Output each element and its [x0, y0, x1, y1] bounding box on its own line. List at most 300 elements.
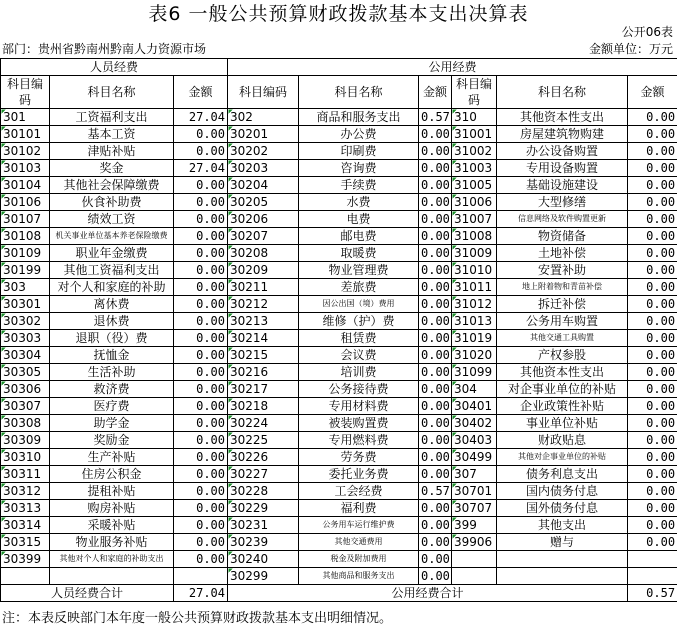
subject-name: 会议费: [299, 347, 419, 364]
subject-name: 电费: [299, 211, 419, 228]
table-row: [1, 466, 677, 483]
subject-name: 生活补助: [50, 364, 174, 381]
subject-code: 30231: [228, 517, 299, 534]
subject-name: 地上附着物和青苗补偿: [497, 279, 628, 296]
amount-value: 0.00: [628, 483, 677, 500]
subject-name: 咨询费: [299, 160, 419, 177]
footnote: 注：本表反映部门本年度一般公共预算财政拨款基本支出明细情况。: [2, 611, 393, 626]
subject-code: 30229: [228, 500, 299, 517]
amount-value: 0.00: [628, 194, 677, 211]
subject-name: 税金及附加费用: [299, 551, 419, 568]
amount-value: 0.00: [419, 449, 452, 466]
subject-name: 大型修缮: [497, 194, 628, 211]
subject-code: 30216: [228, 364, 299, 381]
name-header: 科目名称: [497, 76, 628, 109]
amount-value: 0.00: [628, 534, 677, 551]
subject-name: [497, 568, 628, 585]
subject-code: 307: [452, 466, 497, 483]
table-row: [1, 483, 677, 500]
amount-value: 0.00: [174, 194, 228, 211]
subject-code: 30707: [452, 500, 497, 517]
amount-value: 0.00: [419, 245, 452, 262]
amount-value: 0.00: [174, 381, 228, 398]
subject-code: 30303: [1, 330, 50, 347]
table-row: [1, 551, 677, 568]
table-row: [1, 126, 677, 143]
amount-value: 0.00: [628, 500, 677, 517]
subject-name: 生产补贴: [50, 449, 174, 466]
subject-name: 助学金: [50, 415, 174, 432]
amount-value: 0.00: [419, 313, 452, 330]
amount-value: 0.00: [628, 143, 677, 160]
subject-name: 机关事业单位基本养老保险缴费: [50, 228, 174, 245]
subject-code: 30201: [228, 126, 299, 143]
amount-value: 0.00: [174, 466, 228, 483]
amount-value: 0.00: [174, 228, 228, 245]
amount-value: 0.00: [419, 330, 452, 347]
table-row: [1, 313, 677, 330]
subject-code: 399: [452, 517, 497, 534]
subject-code: 30104: [1, 177, 50, 194]
subject-name: 房屋建筑物购建: [497, 126, 628, 143]
subject-name: 被装购置费: [299, 415, 419, 432]
code-header: 科目编码: [228, 76, 299, 109]
subject-name: 办公设备购置: [497, 143, 628, 160]
name-header: 科目名称: [299, 76, 419, 109]
subject-name: 其他交通费用: [299, 534, 419, 551]
public-total-label: 公用经费合计: [228, 585, 628, 602]
subject-code: 302: [228, 109, 299, 126]
amount-value: 0.00: [628, 398, 677, 415]
amount-value: 0.00: [419, 211, 452, 228]
table-row: [1, 296, 677, 313]
table-row: [1, 568, 677, 585]
subject-code: 30403: [452, 432, 497, 449]
amount-value: 27.04: [174, 160, 228, 177]
amount-value: 0.00: [174, 415, 228, 432]
amount-value: 0.00: [419, 364, 452, 381]
subject-code: 31006: [452, 194, 497, 211]
subject-name: 绩效工资: [50, 211, 174, 228]
amount-value: 0.00: [174, 177, 228, 194]
subject-code: 303: [1, 279, 50, 296]
subject-code: 31009: [452, 245, 497, 262]
subject-code: 30209: [228, 262, 299, 279]
amount-value: 0.00: [419, 517, 452, 534]
subject-code: 30217: [228, 381, 299, 398]
subject-code: 30225: [228, 432, 299, 449]
amount-value: 0.00: [419, 466, 452, 483]
subject-code: 310: [452, 109, 497, 126]
subject-code: 30215: [228, 347, 299, 364]
subject-code: 30214: [228, 330, 299, 347]
table-row: [1, 330, 677, 347]
amount-value: 0.00: [419, 194, 452, 211]
table-row: [1, 415, 677, 432]
subject-name: 公务用车运行维护费: [299, 517, 419, 534]
amount-value: 0.00: [419, 534, 452, 551]
amount-value: 0.00: [419, 381, 452, 398]
table-row: [1, 398, 677, 415]
amount-value: 0.00: [174, 143, 228, 160]
amount-unit-label: 金额单位：万元: [588, 42, 673, 56]
amount-value: 0.00: [628, 364, 677, 381]
subject-name: 土地补偿: [497, 245, 628, 262]
subject-name: 企业政策性补贴: [497, 398, 628, 415]
subject-name: 住房公积金: [50, 466, 174, 483]
subject-name: 伙食补助费: [50, 194, 174, 211]
subject-code: 30227: [228, 466, 299, 483]
subject-code: 30102: [1, 143, 50, 160]
subject-name: 维修（护）费: [299, 313, 419, 330]
subject-code: 30101: [1, 126, 50, 143]
amount-value: 0.00: [419, 432, 452, 449]
table-row: [1, 381, 677, 398]
subject-name: 对个人和家庭的补助: [50, 279, 174, 296]
amount-value: 0.00: [174, 364, 228, 381]
amount-value: 0.00: [419, 279, 452, 296]
subject-name: 国外债务付息: [497, 500, 628, 517]
subject-code: 30106: [1, 194, 50, 211]
amount-header: 金额: [174, 76, 228, 109]
subject-code: 30399: [1, 551, 50, 568]
table-row: [1, 228, 677, 245]
amount-value: 0.00: [174, 483, 228, 500]
subject-code: 30109: [1, 245, 50, 262]
subject-code: 31020: [452, 347, 497, 364]
personnel-total-amount: 27.04: [174, 585, 228, 602]
subject-name: 信息网络及软件购置更新: [497, 211, 628, 228]
subject-name: 其他商品和服务支出: [299, 568, 419, 585]
code-header: 科目编码: [1, 76, 50, 109]
subject-name: 其他社会保障缴费: [50, 177, 174, 194]
table-row: [1, 517, 677, 534]
amount-value: 0.00: [628, 262, 677, 279]
subject-code: 30208: [228, 245, 299, 262]
subject-code: 31013: [452, 313, 497, 330]
subject-name: 物业服务补贴: [50, 534, 174, 551]
subject-code: 30299: [228, 568, 299, 585]
amount-value: 0.00: [628, 160, 677, 177]
subject-name: 提租补贴: [50, 483, 174, 500]
subject-name: 奖金: [50, 160, 174, 177]
subject-name: 公务用车购置: [497, 313, 628, 330]
subject-name: 培训费: [299, 364, 419, 381]
subject-name: 工资福利支出: [50, 109, 174, 126]
amount-value: [628, 568, 677, 585]
amount-value: 0.00: [628, 211, 677, 228]
subject-code: 301: [1, 109, 50, 126]
amount-value: 0.00: [174, 313, 228, 330]
subject-code: 30108: [1, 228, 50, 245]
amount-value: 0.00: [174, 347, 228, 364]
amount-value: 0.00: [174, 517, 228, 534]
subject-name: 国内债务付息: [497, 483, 628, 500]
subject-name: 债务利息支出: [497, 466, 628, 483]
subject-code: 31099: [452, 364, 497, 381]
subject-name: 专用材料费: [299, 398, 419, 415]
amount-value: 0.00: [628, 415, 677, 432]
subject-code: 30307: [1, 398, 50, 415]
subject-code: 30202: [228, 143, 299, 160]
subject-name: 商品和服务支出: [299, 109, 419, 126]
subject-name: 差旅费: [299, 279, 419, 296]
subject-name: 职业年金缴费: [50, 245, 174, 262]
subject-code: 31005: [452, 177, 497, 194]
subject-code: [452, 568, 497, 585]
subject-name: 对企事业单位的补贴: [497, 381, 628, 398]
subject-code: 39906: [452, 534, 497, 551]
table-row: [1, 262, 677, 279]
amount-value: 0.00: [628, 517, 677, 534]
subject-name: 劳务费: [299, 449, 419, 466]
table-row: [1, 364, 677, 381]
subject-name: 福利费: [299, 500, 419, 517]
subject-code: 30301: [1, 296, 50, 313]
subject-code: 30313: [1, 500, 50, 517]
amount-value: 0.00: [419, 262, 452, 279]
subject-code: 31011: [452, 279, 497, 296]
expenditure-table: [0, 58, 677, 602]
public-total-amount: 0.57: [628, 585, 677, 602]
subject-name: 其他对个人和家庭的补助支出: [50, 551, 174, 568]
amount-value: 0.00: [419, 296, 452, 313]
subject-code: 31019: [452, 330, 497, 347]
table-row: [1, 534, 677, 551]
subject-code: 30213: [228, 313, 299, 330]
subject-code: 30305: [1, 364, 50, 381]
department-label: 部门：贵州省黔南州黔南人力资源市场: [2, 42, 207, 56]
personnel-total-label: 人员经费合计: [1, 585, 174, 602]
subject-name: 办公费: [299, 126, 419, 143]
subject-code: 31010: [452, 262, 497, 279]
table-row: [1, 279, 677, 296]
subject-name: 租赁费: [299, 330, 419, 347]
subject-name: [497, 551, 628, 568]
subject-name: 其他工资福利支出: [50, 262, 174, 279]
subject-code: 30240: [228, 551, 299, 568]
amount-value: 0.00: [419, 347, 452, 364]
amount-value: 0.00: [628, 228, 677, 245]
subject-name: 手续费: [299, 177, 419, 194]
amount-value: 0.00: [628, 347, 677, 364]
amount-value: 0.00: [174, 126, 228, 143]
subject-name: 邮电费: [299, 228, 419, 245]
subject-name: 委托业务费: [299, 466, 419, 483]
table-row: [1, 500, 677, 517]
subject-code: 31008: [452, 228, 497, 245]
subject-code: 31001: [452, 126, 497, 143]
subject-name: 物业管理费: [299, 262, 419, 279]
table-row: [1, 347, 677, 364]
amount-value: 0.00: [419, 228, 452, 245]
subject-code: 30203: [228, 160, 299, 177]
subject-code: [1, 568, 50, 585]
amount-value: 0.00: [174, 534, 228, 551]
subject-name: 基本工资: [50, 126, 174, 143]
amount-value: 0.00: [174, 262, 228, 279]
amount-value: 0.00: [174, 279, 228, 296]
subject-name: 其他支出: [497, 517, 628, 534]
subject-name: 产权参股: [497, 347, 628, 364]
totals-row: [1, 585, 677, 602]
amount-value: 0.57: [419, 483, 452, 500]
subject-name: 工会经费: [299, 483, 419, 500]
table-row: [1, 143, 677, 160]
subject-code: 30199: [1, 262, 50, 279]
amount-header: 金额: [628, 76, 677, 109]
amount-value: 0.00: [628, 279, 677, 296]
subject-name: 医疗费: [50, 398, 174, 415]
subject-code: 30226: [228, 449, 299, 466]
subject-name: 赠与: [497, 534, 628, 551]
subject-name: 取暖费: [299, 245, 419, 262]
subject-name: 因公出国（境）费用: [299, 296, 419, 313]
amount-value: 0.00: [174, 211, 228, 228]
form-number: 公开06表: [621, 25, 673, 39]
subject-code: 30304: [1, 347, 50, 364]
amount-value: 0.00: [628, 109, 677, 126]
subject-code: 30315: [1, 534, 50, 551]
subject-code: 30218: [228, 398, 299, 415]
amount-value: 0.00: [628, 296, 677, 313]
amount-value: 0.00: [419, 568, 452, 585]
table-row: [1, 432, 677, 449]
amount-value: 0.00: [419, 126, 452, 143]
table-row: [1, 109, 677, 126]
table-row: [1, 160, 677, 177]
subject-name: 其他资本性支出: [497, 109, 628, 126]
subject-name: 物资储备: [497, 228, 628, 245]
amount-value: 0.00: [419, 143, 452, 160]
subject-code: 30204: [228, 177, 299, 194]
subject-name: 退休费: [50, 313, 174, 330]
subject-code: 30211: [228, 279, 299, 296]
subject-name: 离休费: [50, 296, 174, 313]
amount-value: 0.00: [174, 500, 228, 517]
subject-name: 其他交通工具购置: [497, 330, 628, 347]
table-row: [1, 194, 677, 211]
subject-code: [452, 551, 497, 568]
subject-code: 30314: [1, 517, 50, 534]
amount-value: 0.00: [628, 432, 677, 449]
amount-header: 金额: [419, 76, 452, 109]
amount-value: 0.00: [174, 551, 228, 568]
subject-code: 30311: [1, 466, 50, 483]
amount-value: 0.00: [174, 296, 228, 313]
amount-value: 0.00: [419, 177, 452, 194]
amount-value: 27.04: [174, 109, 228, 126]
amount-value: 0.00: [628, 466, 677, 483]
amount-value: [628, 551, 677, 568]
name-header: 科目名称: [50, 76, 174, 109]
amount-value: 0.00: [174, 245, 228, 262]
amount-value: 0.00: [419, 500, 452, 517]
subject-name: 公务接待费: [299, 381, 419, 398]
subject-name: 津贴补贴: [50, 143, 174, 160]
subject-code: 30224: [228, 415, 299, 432]
amount-value: 0.00: [628, 381, 677, 398]
subject-code: 31003: [452, 160, 497, 177]
subject-code: 30103: [1, 160, 50, 177]
subject-name: 专用设备购置: [497, 160, 628, 177]
table-row: [1, 177, 677, 194]
amount-value: 0.57: [419, 109, 452, 126]
subject-name: 奖励金: [50, 432, 174, 449]
public-header: 公用经费: [228, 59, 677, 76]
subject-code: 30312: [1, 483, 50, 500]
amount-value: 0.00: [419, 160, 452, 177]
amount-value: [174, 568, 228, 585]
subject-code: 30205: [228, 194, 299, 211]
amount-value: 0.00: [419, 415, 452, 432]
subject-name: 基础设施建设: [497, 177, 628, 194]
subject-code: 30701: [452, 483, 497, 500]
subject-code: 30306: [1, 381, 50, 398]
subject-name: 其他资本性支出: [497, 364, 628, 381]
subject-name: 采暖补贴: [50, 517, 174, 534]
subject-code: 31012: [452, 296, 497, 313]
subject-code: 30212: [228, 296, 299, 313]
subject-code: 30206: [228, 211, 299, 228]
subject-name: 水费: [299, 194, 419, 211]
subject-code: 30302: [1, 313, 50, 330]
subject-code: 30308: [1, 415, 50, 432]
code-header: 科目编码: [452, 76, 497, 109]
subject-name: 抚恤金: [50, 347, 174, 364]
subject-name: 专用燃料费: [299, 432, 419, 449]
amount-value: 0.00: [628, 177, 677, 194]
subject-name: 事业单位补贴: [497, 415, 628, 432]
subject-code: 30402: [452, 415, 497, 432]
subject-name: 印刷费: [299, 143, 419, 160]
subject-code: 30107: [1, 211, 50, 228]
amount-value: 0.00: [174, 398, 228, 415]
subject-code: 31002: [452, 143, 497, 160]
table-row: [1, 245, 677, 262]
amount-value: 0.00: [174, 432, 228, 449]
subject-name: 退职（役）费: [50, 330, 174, 347]
amount-value: 0.00: [419, 551, 452, 568]
subject-code: 30239: [228, 534, 299, 551]
subject-code: 30228: [228, 483, 299, 500]
subject-code: 31007: [452, 211, 497, 228]
subject-name: 拆迁补偿: [497, 296, 628, 313]
amount-value: 0.00: [628, 313, 677, 330]
amount-value: 0.00: [174, 449, 228, 466]
subject-name: 救济费: [50, 381, 174, 398]
subject-name: 财政贴息: [497, 432, 628, 449]
subject-name: 安置补助: [497, 262, 628, 279]
subject-code: 30401: [452, 398, 497, 415]
subject-code: 30309: [1, 432, 50, 449]
subject-code: 304: [452, 381, 497, 398]
personnel-header: 人员经费: [1, 59, 228, 76]
table-row: [1, 449, 677, 466]
table-row: [1, 211, 677, 228]
subject-name: 其他对企事业单位的补贴: [497, 449, 628, 466]
amount-value: 0.00: [628, 449, 677, 466]
subject-code: 30207: [228, 228, 299, 245]
amount-value: 0.00: [419, 398, 452, 415]
amount-value: 0.00: [174, 330, 228, 347]
subject-name: 购房补贴: [50, 500, 174, 517]
subject-code: 30310: [1, 449, 50, 466]
amount-value: 0.00: [628, 330, 677, 347]
amount-value: 0.00: [628, 245, 677, 262]
subject-code: 30499: [452, 449, 497, 466]
subject-name: [50, 568, 174, 585]
